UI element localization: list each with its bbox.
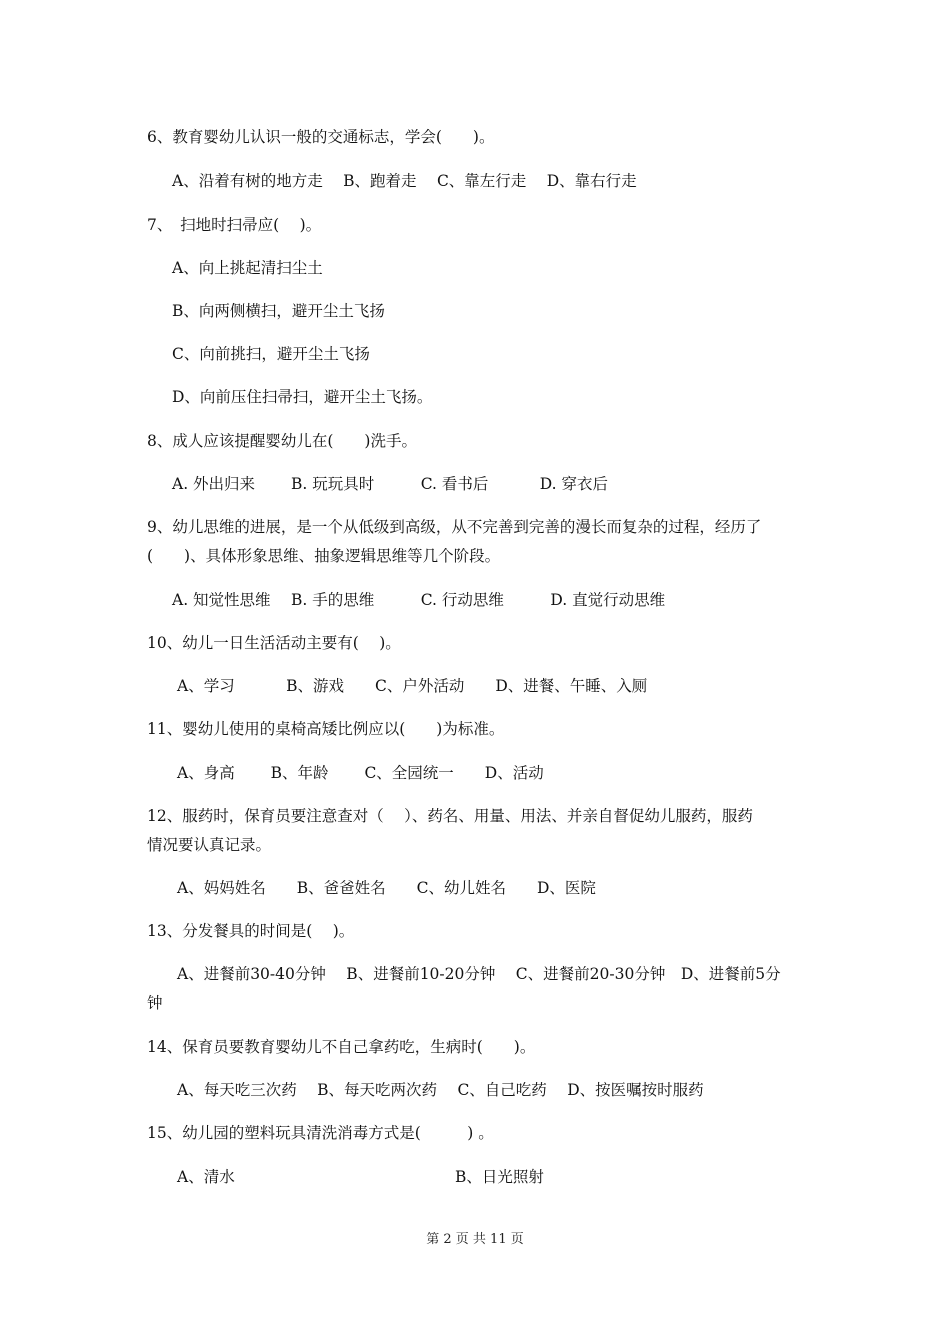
question-9-options: A. 知觉性思维 B. 手的思维 C. 行动思维 D. 直觉行动思维 [172,591,666,609]
page-footer: 第 2 页 共 11 页 [426,1232,524,1247]
question-7-option-c: C、向前挑扫，避开尘土飞扬 [172,345,370,363]
question-8-options: A. 外出归来 B. 玩玩具时 C. 看书后 D. 穿衣后 [172,475,609,493]
question-11-stem: 11、婴幼儿使用的桌椅高矮比例应以( )为标准。 [147,720,505,738]
question-7-stem: 7、 扫地时扫帚应( )。 [147,216,322,234]
question-10-stem: 10、幼儿一日生活活动主要有( )。 [147,634,401,652]
question-15-option-a: A、清水 [177,1168,235,1186]
question-13-options: A、进餐前30-40分钟 B、进餐前10-20分钟 C、进餐前20-30分钟 D、进餐前5分 [177,965,781,983]
question-12-stem-cont: 情况要认真记录。 [147,836,272,854]
question-14-stem: 14、保育员要教育婴幼儿不自己拿药吃，生病时( )。 [147,1038,536,1056]
question-6-stem: 6、教育婴幼儿认识一般的交通标志，学会( )。 [147,128,495,146]
question-13-stem: 13、分发餐具的时间是( )。 [147,922,355,940]
question-9-stem-cont: ( )、具体形象思维、抽象逻辑思维等几个阶段。 [147,547,501,565]
question-7-option-a: A、向上挑起清扫尘土 [172,259,323,277]
question-13-options-wrap: 钟 [147,994,163,1012]
question-10-options: A、学习 B、游戏 C、户外活动 D、进餐、午睡、入厕 [177,677,648,695]
question-15-stem: 15、幼儿园的塑料玩具清洗消毒方式是( ) 。 [147,1124,494,1142]
question-6-options: A、沿着有树的地方走 B、跑着走 C、靠左行走 D、靠右行走 [172,172,637,190]
question-14-options: A、每天吃三次药 B、每天吃两次药 C、自己吃药 D、按医嘱按时服药 [177,1081,704,1099]
question-9-stem: 9、幼儿思维的进展，是一个从低级到高级，从不完善到完善的漫长而复杂的过程，经历了 [147,518,762,536]
question-7-option-d: D、向前压住扫帚扫，避开尘土飞扬。 [172,388,433,406]
question-8-stem: 8、成人应该提醒婴幼儿在( )洗手。 [147,432,417,450]
question-11-options: A、身高 B、年龄 C、全园统一 D、活动 [177,764,544,782]
question-12-options: A、妈妈姓名 B、爸爸姓名 C、幼儿姓名 D、医院 [177,879,596,897]
question-12-stem: 12、服药时，保育员要注意查对（ ）、药名、用量、用法、并亲自督促幼儿服药，服药 [147,807,753,825]
question-15-option-b: B、日光照射 [455,1168,544,1186]
question-7-option-b: B、向两侧横扫，避开尘土飞扬 [172,302,385,320]
